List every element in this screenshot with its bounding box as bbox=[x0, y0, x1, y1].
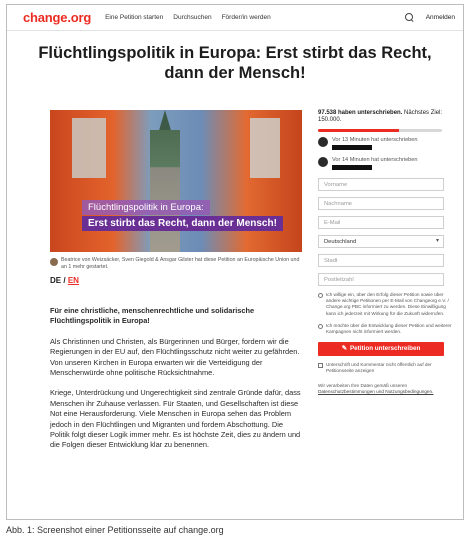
hide-signature-text: Unterschrift und Kommentar nicht öffentlich auf der Petitionsseite anzeigen bbox=[326, 362, 432, 374]
pen-icon: ✎ bbox=[341, 345, 347, 353]
opt-in-text: Ich willige ein, über den Erfolg dieser Petition sowie über andere wichtige Petitionen per E-Mail von Changeorg e.V. / Change.org PBC informiert zu werden. Diese Einwilligung kann ich jederzeit mit Wirkung für die Zukunft widerrufen. bbox=[326, 291, 449, 316]
country-select[interactable]: Deutschland ▾ bbox=[318, 235, 444, 248]
figure-caption: Abb. 1: Screenshot einer Petitionsseite auf change.org bbox=[6, 525, 224, 535]
nav-become-member[interactable]: Förder/in werden bbox=[221, 14, 271, 21]
life-vest-strap bbox=[72, 118, 106, 178]
header-actions bbox=[405, 13, 455, 22]
login-link[interactable]: Anmelden bbox=[425, 14, 455, 21]
sign-petition-button[interactable] bbox=[318, 342, 444, 356]
radio-button[interactable] bbox=[318, 293, 323, 298]
petition-hero-image bbox=[50, 110, 302, 252]
life-vest-strap bbox=[250, 118, 280, 178]
starter-text: Beatrice von Weizsäcker, Sven Giegold & Ansgar Gilster hat diese Petition an Europäische Union und an 1 mehr gestartet. bbox=[61, 257, 300, 270]
petition-starter bbox=[50, 257, 302, 271]
opt-out-option[interactable] bbox=[318, 323, 452, 335]
church-tower bbox=[150, 130, 180, 252]
change-org-logo[interactable]: change.org bbox=[23, 10, 92, 25]
petition-body bbox=[50, 306, 304, 461]
checkbox[interactable] bbox=[318, 363, 323, 368]
opt-in-option[interactable] bbox=[318, 292, 452, 317]
redaction-bar bbox=[332, 145, 372, 150]
petition-title: Flüchtlingspolitik in Europa: Erst stirbt das Recht, dann der Mensch! bbox=[38, 44, 432, 82]
image-caption-line1: Flüchtlingspolitik in Europa: bbox=[82, 200, 210, 215]
signature-count-number: 97.538 haben unterschrieben. bbox=[318, 110, 403, 116]
signature-goal: Nächstes Ziel: 150.000. bbox=[318, 110, 443, 124]
sign-sidebar bbox=[318, 110, 452, 395]
first-name-field[interactable]: Vorname bbox=[318, 178, 444, 191]
privacy-note bbox=[318, 383, 452, 395]
progress-bar bbox=[318, 129, 442, 133]
search-icon[interactable] bbox=[405, 13, 414, 22]
petition-lead: Für eine christliche, menschenrechtliche und solidarische Flüchtlingspolitik in Europa! bbox=[50, 306, 255, 326]
avatar bbox=[318, 137, 328, 147]
avatar bbox=[318, 157, 328, 167]
image-caption-line2: Erst stirbt das Recht, dann der Mensch! bbox=[82, 216, 283, 231]
nav-start-petition[interactable]: Eine Petition starten bbox=[105, 14, 164, 21]
petition-paragraph: Kriege, Unterdrückung und Ungerechtigkeit sind zentrale Gründe dafür, dass Menschen ihr Zuhause verlassen. Für Staaten, und Gesellschaften ist diese Not eine Herausforderung. Viele Menschen in Europa sehen das Problem jedoch in den Flüchtlingen und Migranten und fordern Abschottung. Die Politik folgt dieser Logik immer mehr. Es ist höchste Zeit, dies zu ändern und die Folgen dieser Entwicklung klar zu benennen. bbox=[50, 388, 301, 450]
progress-fill bbox=[318, 129, 399, 133]
petition-paragraph: Als Christinnen und Christen, als Bürgerinnen und Bürger, fordern wir die Regierungen in der EU auf, den Flüchtlingsschutz nicht weiter zu gefährden. Von unseren Kirchen in Europa erwarten wir die Verteidigung der Menschenwürde ohne politische Rücksichtnahme. bbox=[50, 336, 300, 378]
lang-en[interactable]: EN bbox=[67, 276, 79, 285]
hide-signature-option[interactable] bbox=[318, 362, 452, 374]
site-header bbox=[7, 5, 463, 31]
recent-signer bbox=[318, 137, 452, 152]
signature-count bbox=[318, 110, 452, 125]
lang-de[interactable]: DE bbox=[50, 276, 62, 285]
email-field[interactable]: E-Mail bbox=[318, 216, 444, 229]
last-name-field[interactable]: Nachname bbox=[318, 197, 444, 210]
sign-button-label: Petition unterschreiben bbox=[349, 345, 421, 353]
recent-signer-text: Vor 14 Minuten hat unterschrieben bbox=[332, 157, 452, 172]
recent-signer-text: Vor 13 Minuten hat unterschrieben bbox=[332, 137, 452, 152]
redaction-bar bbox=[332, 165, 372, 170]
privacy-text: Wir verarbeiten Ihre Daten gemäß unseren bbox=[318, 382, 408, 388]
radio-button[interactable] bbox=[318, 324, 323, 329]
opt-out-text: Ich möchte über die Entwicklung dieser Petition und weiterer Kampagnen nicht informiert werden. bbox=[326, 322, 452, 334]
language-switch bbox=[50, 276, 79, 285]
lang-separator: / bbox=[63, 276, 66, 285]
nav-browse[interactable]: Durchsuchen bbox=[173, 14, 212, 21]
main-nav bbox=[105, 14, 271, 21]
postal-code-field[interactable]: Postleitzahl bbox=[318, 273, 444, 286]
city-field[interactable]: Stadt bbox=[318, 254, 444, 267]
recent-signer bbox=[318, 157, 452, 172]
privacy-link[interactable]: Datenschutzbestimmungen und Nutzungsbedingungen. bbox=[318, 388, 434, 394]
avatar bbox=[50, 258, 58, 266]
